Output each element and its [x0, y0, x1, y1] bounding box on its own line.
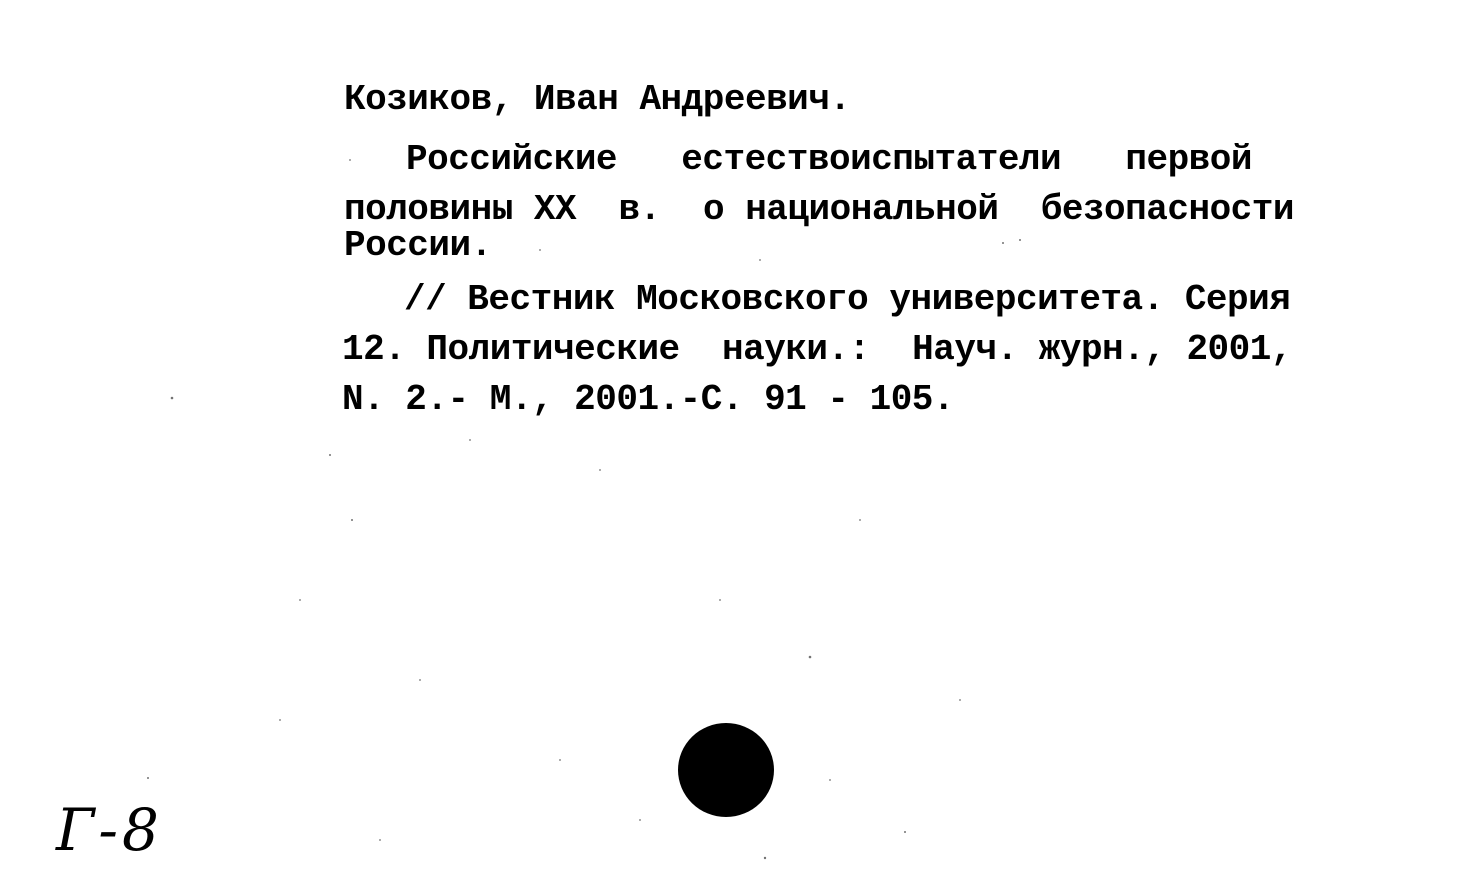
title-line-1-word-2: естествоиспытатели — [681, 139, 1062, 180]
source-line-3-text: N. 2.- М., 2001.-С. 91 - 105. — [342, 379, 955, 420]
title-line-2 — [344, 190, 1294, 230]
source-line-3 — [342, 380, 954, 420]
title-line-1-word-1: Российские — [406, 139, 618, 180]
source-line-1 — [404, 280, 1290, 320]
punch-hole — [678, 723, 774, 817]
title-line-2-word-4: безопасности — [1040, 189, 1294, 230]
source-line-2 — [342, 330, 1292, 370]
title-line-1 — [406, 140, 1252, 180]
source-line-1-text: // Вестник Московского университета. Серия — [404, 279, 1291, 320]
source-line-2-word-1: 12. Политические — [342, 329, 680, 370]
title-line-2-word-3: о национальной — [702, 189, 999, 230]
shelf-mark: Г-8 — [56, 796, 163, 864]
author-line: Козиков, Иван Андреевич. — [344, 79, 851, 120]
title-line-2-word-1: половины XX — [344, 189, 577, 230]
title-line-3-word-1: России. — [344, 225, 492, 266]
source-line-2-word-2: науки.: — [722, 329, 870, 370]
title-line-1-word-3: первой — [1125, 139, 1252, 180]
title-line-2-word-2: в. — [618, 189, 661, 230]
title-line-3 — [344, 226, 492, 266]
source-line-2-word-3: Науч. журн., 2001, — [912, 329, 1292, 370]
